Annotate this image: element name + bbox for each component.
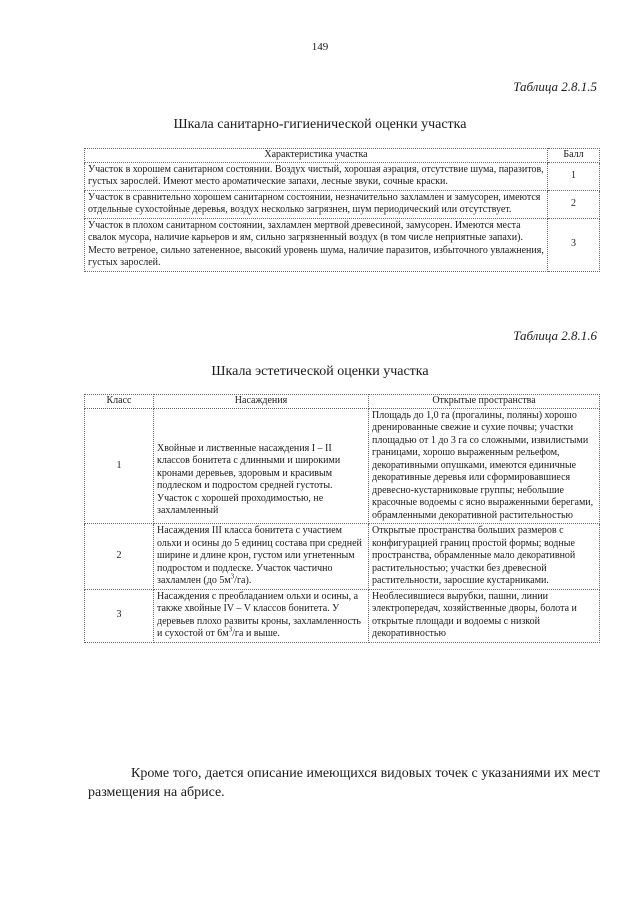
column-header-score: Балл [548,149,600,163]
sanitary-score-table [84,148,600,272]
table-row [85,162,600,190]
row-score: 2 [548,190,600,218]
row-class: 2 [85,524,154,590]
plantings-text: Насаждения III класса бонитета с участием ольхи и осины до 5 единиц состава при средней ширине и длине крон, густом или угнетенным подростом и подлеске. Участок частично захламлен (до 5м [157,525,362,586]
plantings-text: Насаждения с преобладанием ольхи и осины, а также хвойные IV – V классов бонитета. У деревьев плохо развиты кроны, захламленность и сухостой от 6м [157,590,361,639]
table-row [85,190,600,218]
superscript: 3 [230,572,235,581]
column-header-class: Класс [85,395,154,409]
plantings-text-end: /га). [234,575,252,586]
column-header-open-spaces: Открытые пространства [369,395,600,409]
row-open-spaces: Необлесившиеся вырубки, пашни, линии электропередач, хозяйственные дворы, болота и открытые площади и водоемы с низкой декоративностью [369,589,600,642]
row-class: 1 [85,408,154,524]
column-header-characteristic: Характеристика участка [85,149,548,163]
table-title-2: Шкала эстетической оценки участка [211,364,429,379]
superscript: 3 [228,625,233,634]
aesthetic-score-table [84,394,600,643]
table-row [85,218,600,271]
table-caption-1: Таблица 2.8.1.5 [513,79,597,94]
table-title-1: Шкала санитарно-гигиенической оценки участка [173,117,467,132]
table-row [85,408,600,524]
row-class: 3 [85,589,154,642]
column-header-plantings: Насаждения [154,395,369,409]
row-plantings [154,589,369,642]
table-header-row [85,395,600,409]
table-row [85,524,600,590]
table-caption-2: Таблица 2.8.1.6 [513,328,597,343]
row-characteristic: Участок в хорошем санитарном состоянии. Воздух чистый, хорошая аэрация, отсутствие шума, паразитов, густых зарослей. Имеют место ароматические запахи, лесные звуки, сочные краски. [85,162,548,190]
row-open-spaces: Площадь до 1,0 га (прогалины, поляны) хорошо дренированные свежие и сухие почвы; участки площадью от 1 до 3 га со сложными, извилистыми границами, хорошо выраженным рельефом, декоративными опушками, имеются единичные декоративные деревья или сформировавшиеся древесно-кустарниковые группы; небольшие красочные водоемы с ясно выраженными берегами, обрамленными декоративной растительностью [369,408,600,524]
row-open-spaces: Открытые пространства больших размеров с конфигурацией границ простой формы; водные пространства, обрамленные мало декоративной растительностью; участки без древесной растительности, заросшие кустарниками. [369,524,600,590]
table-header-row [85,149,600,163]
row-plantings [154,524,369,590]
row-characteristic: Участок в сравнительно хорошем санитарном состоянии, незначительно захламлен и замусорен, имеются отдельные сухостойные деревья, воздух несколько загрязнен, шум периодический или отсутствует. [85,190,548,218]
row-score: 3 [548,218,600,271]
row-score: 1 [548,162,600,190]
row-characteristic: Участок в плохом санитарном состоянии, захламлен мертвой древесиной, замусорен. Имеются места свалок мусора, наличие карьеров и ям, сильно загрязненный воздух (в том числе неприятные запахи). Место ветреное, сильно затененное, высокий уровень шума, наличие паразитов, избыточного увлажнения, густых зарослей. [85,218,548,271]
body-paragraph: Кроме того, дается описание имеющихся видовых точек с указаниями их мест размещения на абрисе. [88,766,600,800]
row-plantings: Хвойные и лиственные насаждения I – II классов бонитета с длинными и широкими кронами деревьев, здоровым и красивым подлеском и подростом средней густоты. Участок с хорошей проходимостью, не захламленный [154,408,369,524]
table-row [85,589,600,642]
page-number: 149 [311,41,329,53]
plantings-text-end: /га и выше. [232,628,280,639]
